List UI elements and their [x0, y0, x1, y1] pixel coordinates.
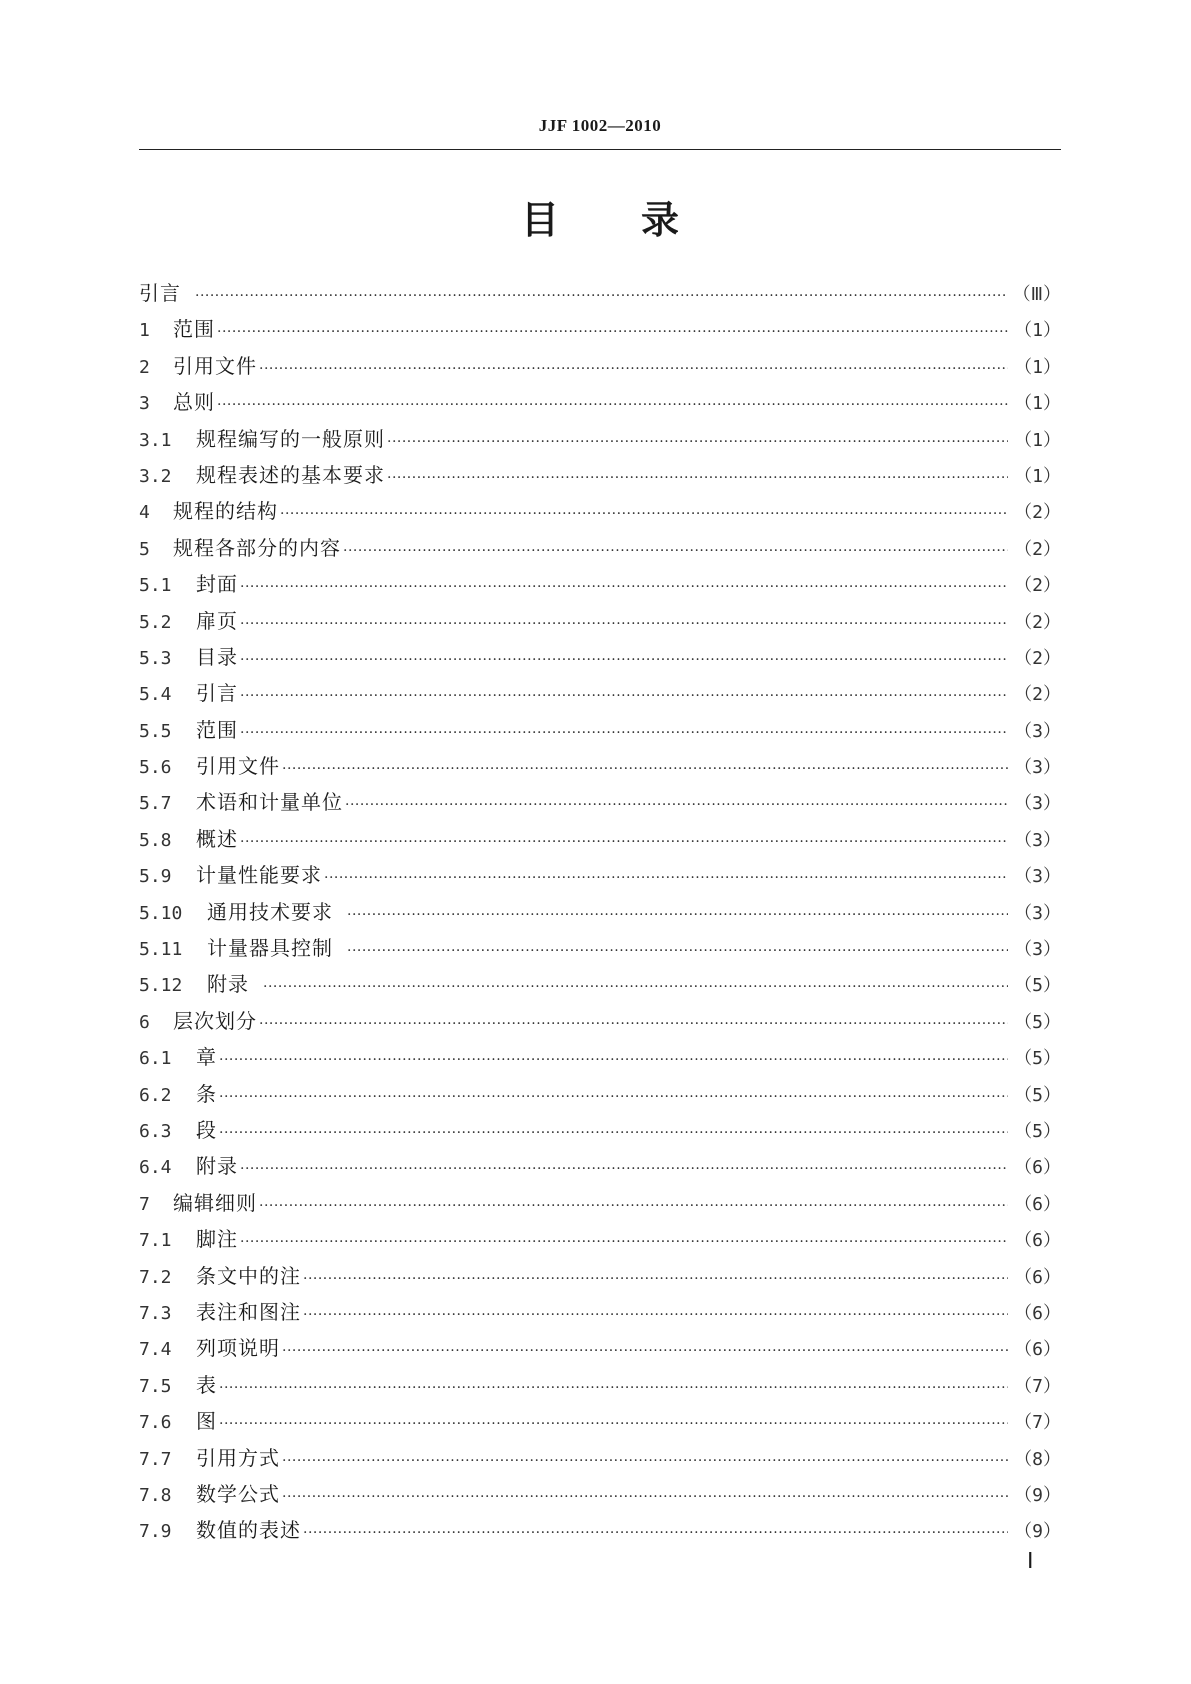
toc-entry-label: 表	[196, 1372, 217, 1397]
toc-entry-number: 5	[139, 538, 150, 560]
toc-entry-label: 范围	[196, 717, 238, 742]
toc-dot-leader	[263, 979, 1008, 995]
toc-entry-number: 7.8	[139, 1484, 172, 1506]
toc-dot-leader	[240, 688, 1008, 704]
toc-entry[interactable]	[139, 277, 1061, 313]
toc-entry[interactable]	[139, 641, 1061, 677]
toc-entry[interactable]	[139, 1442, 1061, 1478]
toc-entry-label: 通用技术要求	[207, 899, 333, 924]
toc-dot-leader	[303, 1307, 1008, 1323]
toc-entry-page: （6）	[1014, 1193, 1061, 1215]
toc-entry[interactable]	[139, 932, 1061, 968]
toc-entry-page: （5）	[1014, 1084, 1061, 1106]
toc-entry-label: 术语和计量单位	[196, 790, 343, 815]
toc-entry-page: （5）	[1014, 1011, 1061, 1033]
toc-entry-number: 6	[139, 1011, 150, 1033]
toc-entry-label: 规程各部分的内容	[173, 535, 341, 560]
toc-dot-leader	[219, 1380, 1008, 1396]
toc-entry-page: （1）	[1014, 320, 1061, 342]
toc-entry[interactable]	[139, 859, 1061, 895]
toc-entry-label: 引用文件	[173, 353, 257, 378]
toc-entry-page: （2）	[1014, 502, 1061, 524]
toc-entry[interactable]	[139, 1005, 1061, 1041]
toc-entry-page: （1）	[1014, 429, 1061, 451]
toc-dot-leader	[303, 1271, 1008, 1287]
toc-dot-leader	[259, 1016, 1008, 1032]
toc-entry-number: 5.7	[139, 793, 172, 815]
toc-dot-leader	[387, 470, 1008, 486]
toc-entry-number: 5.8	[139, 829, 172, 851]
toc-entry-page: （2）	[1014, 575, 1061, 597]
toc-entry-label: 总则	[173, 390, 215, 415]
toc-entry[interactable]	[139, 459, 1061, 495]
toc-dot-leader	[195, 288, 1007, 304]
toc-entry-page: （9）	[1014, 1484, 1061, 1506]
toc-entry-label: 图	[196, 1409, 217, 1434]
toc-dot-leader	[259, 361, 1008, 377]
toc-entry-number: 7.4	[139, 1339, 172, 1361]
toc-entry[interactable]	[139, 1114, 1061, 1150]
toc-entry-label: 数值的表述	[196, 1518, 301, 1543]
toc-entry-page: （6）	[1014, 1266, 1061, 1288]
toc-dot-leader	[387, 434, 1008, 450]
toc-entry[interactable]	[139, 896, 1061, 932]
toc-dot-leader	[219, 1416, 1008, 1432]
toc-entry-label: 脚注	[196, 1227, 238, 1252]
toc-entry-page: （2）	[1014, 647, 1061, 669]
toc-dot-leader	[345, 797, 1008, 813]
toc-entry[interactable]	[139, 1369, 1061, 1405]
toc-entry-page: （7）	[1014, 1412, 1061, 1434]
toc-entry-number: 5.2	[139, 611, 172, 633]
page-number: Ⅰ	[1027, 1548, 1034, 1573]
toc-entry-label: 层次划分	[173, 1008, 257, 1033]
toc-entry-label: 章	[196, 1045, 217, 1070]
toc-entry-number: 3.2	[139, 465, 172, 487]
toc-entry-page: （9）	[1014, 1521, 1061, 1543]
toc-dot-leader	[303, 1525, 1008, 1541]
toc-entry-label: 概述	[196, 826, 238, 851]
toc-entry-number: 5.3	[139, 647, 172, 669]
toc-dot-leader	[347, 907, 1008, 923]
toc-entry-label: 列项说明	[196, 1336, 280, 1361]
toc-entry-page: （1）	[1014, 465, 1061, 487]
toc-entry-label: 规程的结构	[173, 499, 278, 524]
table-of-contents	[139, 277, 1061, 1551]
toc-dot-leader	[240, 652, 1008, 668]
toc-entry[interactable]	[139, 1514, 1061, 1550]
toc-entry-number: 1	[139, 320, 150, 342]
toc-entry[interactable]	[139, 350, 1061, 386]
toc-dot-leader	[240, 616, 1008, 632]
toc-entry-number: 5.4	[139, 684, 172, 706]
page-title-char-1: 目	[520, 198, 559, 242]
toc-dot-leader	[219, 1125, 1008, 1141]
toc-entry-label: 条文中的注	[196, 1263, 301, 1288]
toc-entry[interactable]	[139, 677, 1061, 713]
toc-entry-number: 7.1	[139, 1230, 172, 1252]
toc-entry-number: 5.6	[139, 757, 172, 779]
page-title	[139, 196, 1061, 244]
toc-entry-number: 5.10	[139, 902, 183, 924]
toc-entry-label: 引用文件	[196, 754, 280, 779]
toc-entry[interactable]	[139, 1150, 1061, 1186]
toc-entry[interactable]	[139, 423, 1061, 459]
toc-entry-page: （6）	[1014, 1339, 1061, 1361]
toc-dot-leader	[217, 397, 1008, 413]
toc-entry-number: 6.2	[139, 1084, 172, 1106]
toc-dot-leader	[240, 725, 1008, 741]
toc-entry[interactable]	[139, 1187, 1061, 1223]
toc-entry-number: 6.1	[139, 1048, 172, 1070]
toc-entry[interactable]	[139, 1260, 1061, 1296]
toc-entry-number: 7.5	[139, 1375, 172, 1397]
toc-entry[interactable]	[139, 1478, 1061, 1514]
toc-entry-page: （1）	[1014, 356, 1061, 378]
toc-entry-page: （3）	[1014, 829, 1061, 851]
toc-entry[interactable]	[139, 386, 1061, 422]
toc-entry-page: （6）	[1014, 1230, 1061, 1252]
toc-dot-leader	[343, 543, 1008, 559]
header-rule	[139, 149, 1061, 150]
toc-entry-number: 7.7	[139, 1448, 172, 1470]
toc-dot-leader	[219, 1089, 1008, 1105]
toc-entry-page: （6）	[1014, 1302, 1061, 1324]
toc-entry-label: 附录	[196, 1154, 238, 1179]
toc-dot-leader	[217, 324, 1008, 340]
toc-entry-number: 5.11	[139, 939, 183, 961]
toc-entry-number: 7.2	[139, 1266, 172, 1288]
toc-entry-page: （8）	[1014, 1448, 1061, 1470]
toc-entry-page: （7）	[1014, 1375, 1061, 1397]
toc-entry-page: （2）	[1014, 684, 1061, 706]
toc-entry-label: 条	[196, 1081, 217, 1106]
toc-entry-label: 规程表述的基本要求	[196, 462, 385, 487]
toc-entry-number: 4	[139, 502, 150, 524]
toc-entry-page: （3）	[1014, 866, 1061, 888]
toc-entry-label: 计量性能要求	[196, 863, 322, 888]
toc-entry[interactable]	[139, 568, 1061, 604]
toc-entry-page: （3）	[1014, 757, 1061, 779]
toc-entry[interactable]	[139, 532, 1061, 568]
toc-entry-label: 编辑细则	[173, 1190, 257, 1215]
toc-entry[interactable]	[139, 1223, 1061, 1259]
toc-entry-label: 目录	[196, 644, 238, 669]
toc-entry-label: 引言	[139, 281, 181, 305]
toc-entry[interactable]	[139, 714, 1061, 750]
toc-entry-label: 扉页	[196, 608, 238, 633]
toc-entry-number: 3	[139, 393, 150, 415]
toc-entry-number: 7.6	[139, 1412, 172, 1434]
toc-entry[interactable]	[139, 823, 1061, 859]
toc-entry-page: （2）	[1014, 538, 1061, 560]
toc-entry-page: （5）	[1014, 1120, 1061, 1142]
toc-entry-label: 规程编写的一般原则	[196, 426, 385, 451]
toc-entry-number: 5.1	[139, 575, 172, 597]
toc-entry-page: （5）	[1014, 1048, 1061, 1070]
toc-dot-leader	[282, 1343, 1008, 1359]
toc-entry-number: 7.3	[139, 1302, 172, 1324]
toc-dot-leader	[282, 1453, 1008, 1469]
toc-dot-leader	[347, 943, 1008, 959]
toc-dot-leader	[240, 1234, 1008, 1250]
toc-entry-number: 5.5	[139, 720, 172, 742]
toc-dot-leader	[282, 1489, 1008, 1505]
toc-dot-leader	[219, 1052, 1008, 1068]
toc-entry-number: 5.12	[139, 975, 183, 997]
toc-entry[interactable]	[139, 968, 1061, 1004]
toc-entry-label: 附录	[207, 972, 249, 997]
toc-dot-leader	[240, 834, 1008, 850]
toc-entry-number: 6.4	[139, 1157, 172, 1179]
toc-entry[interactable]	[139, 1041, 1061, 1077]
toc-entry-label: 引言	[196, 681, 238, 706]
toc-entry-label: 封面	[196, 572, 238, 597]
toc-entry-page: （1）	[1014, 393, 1061, 415]
toc-entry-number: 2	[139, 356, 150, 378]
toc-entry-number: 3.1	[139, 429, 172, 451]
toc-entry[interactable]	[139, 1078, 1061, 1114]
toc-entry[interactable]	[139, 495, 1061, 531]
document-code-header: JJF 1002—2010	[538, 116, 662, 135]
toc-entry-number: 5.9	[139, 866, 172, 888]
toc-entry-label: 范围	[173, 317, 215, 342]
toc-entry-label: 表注和图注	[196, 1299, 301, 1324]
toc-dot-leader	[282, 761, 1008, 777]
toc-dot-leader	[240, 1161, 1008, 1177]
toc-entry[interactable]	[139, 750, 1061, 786]
toc-entry-page: （6）	[1014, 1157, 1061, 1179]
toc-entry-page: （5）	[1014, 975, 1061, 997]
toc-dot-leader	[240, 579, 1008, 595]
toc-entry-page: （3）	[1014, 902, 1061, 924]
toc-entry-label: 计量器具控制	[207, 936, 333, 961]
toc-entry-page: （3）	[1014, 939, 1061, 961]
toc-entry-number: 7.9	[139, 1521, 172, 1543]
page-title-char-2: 录	[641, 198, 680, 242]
toc-entry[interactable]	[139, 1296, 1061, 1332]
toc-dot-leader	[280, 506, 1008, 522]
toc-entry-page: （2）	[1014, 611, 1061, 633]
toc-entry[interactable]	[139, 1405, 1061, 1441]
toc-entry[interactable]	[139, 786, 1061, 822]
toc-entry[interactable]	[139, 1332, 1061, 1368]
toc-entry-number: 6.3	[139, 1120, 172, 1142]
toc-entry-number: 7	[139, 1193, 150, 1215]
toc-entry-page: （3）	[1014, 793, 1061, 815]
toc-entry[interactable]	[139, 313, 1061, 349]
toc-entry[interactable]	[139, 605, 1061, 641]
toc-dot-leader	[324, 870, 1008, 886]
toc-entry-label: 引用方式	[196, 1445, 280, 1470]
toc-dot-leader	[259, 1198, 1008, 1214]
toc-entry-page: （Ⅲ）	[1012, 284, 1061, 305]
toc-entry-page: （3）	[1014, 720, 1061, 742]
toc-entry-label: 数学公式	[196, 1481, 280, 1506]
toc-entry-label: 段	[196, 1117, 217, 1142]
